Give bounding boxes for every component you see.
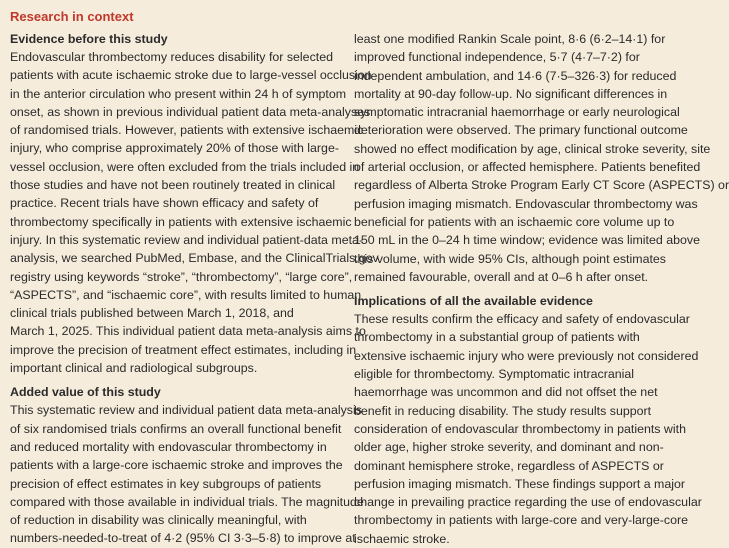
added-value-continued-body xyxy=(354,30,729,286)
text-line: ischaemic stroke. xyxy=(354,531,450,546)
text-line: of arterial occlusion, or affected hemisphere. Patients benefited xyxy=(354,160,701,175)
text-line: eligible for thrombectomy. Symptomatic intracranial xyxy=(354,367,635,382)
text-line: improved functional independence, 5·7 (4·7–7·2) for xyxy=(354,50,640,65)
text-line: numbers-needed-to-treat of 4·2 (95% CI 3·3–5·8) to improve at xyxy=(10,531,356,546)
text-line: patients with a large-core ischaemic stroke and improves the xyxy=(10,458,343,473)
left-column xyxy=(10,30,379,548)
text-line: thrombectomy in a substantial group of patients with xyxy=(354,330,640,345)
text-line: independent ambulation, and 14·6 (7·5–326·3) for reduced xyxy=(354,68,677,83)
text-line: These results confirm the efficacy and safety of endovascular xyxy=(354,312,690,327)
text-line: This systematic review and individual patient data meta-analysis xyxy=(10,403,362,418)
text-line: “ASPECTS”, and “ischaemic core”, with results limited to human xyxy=(10,287,362,302)
text-line: deterioration were observed. The primary functional outcome xyxy=(354,123,688,138)
text-line: those studies and have not been routinely treated in clinical xyxy=(10,178,336,193)
added-value-study-body xyxy=(10,401,364,547)
evidence-before-study-body xyxy=(10,48,379,377)
text-line: change in prevailing practice regarding the use of endovascular xyxy=(354,495,702,510)
right-column xyxy=(354,30,729,548)
text-line: regardless of Alberta Stroke Program Early CT Score (ASPECTS) or xyxy=(354,178,729,193)
text-line: Endovascular thrombectomy reduces disability for selected xyxy=(10,50,333,64)
text-line: symptomatic intracranial haemorrhage or early neurological xyxy=(354,105,680,120)
columns xyxy=(6,30,729,548)
text-line: and reduced mortality with endovascular thrombectomy in xyxy=(10,439,327,454)
text-line: precision of effect estimates in key subgroups of patients xyxy=(10,476,322,491)
text-line: least one modified Rankin Scale point, 8·6 (6·2–14·1) for xyxy=(354,32,666,46)
text-line: older age, higher stroke severity, and dominant and non- xyxy=(354,440,664,455)
text-line: of randomised trials. However, patients with extensive ischaemic xyxy=(10,123,364,138)
text-line: thrombectomy in patients with large-core and very-large-core xyxy=(354,513,689,528)
text-line: compared with those available in individual trials. The magnitude xyxy=(10,494,364,509)
added-value-study-heading: Added value of this study xyxy=(10,385,161,400)
panel-title: Research in context xyxy=(10,9,134,24)
text-line: in the anterior circulation who present within 24 h of symptom xyxy=(10,86,347,101)
text-line: analysis, we searched PubMed, Embase, and the ClinicalTrials.gov xyxy=(10,251,379,266)
text-line: haemorrhage was uncommon and did not offset the net xyxy=(354,385,658,400)
text-line: extensive ischaemic injury who were previously not considered xyxy=(354,348,699,363)
text-line: onset, as shown in previous individual patient data meta-analyses xyxy=(10,104,371,119)
text-line: registry using keywords “stroke”, “thrombectomy”, “large core”, xyxy=(10,269,353,284)
text-line: benefit in reducing disability. The study results support xyxy=(354,403,652,418)
text-line: beneficial for patients with an ischaemic core volume up to xyxy=(354,214,675,229)
text-line: patients with acute ischaemic stroke due to large-vessel occlusion xyxy=(10,68,372,83)
text-line: injury. In this systematic review and individual patient-data meta- xyxy=(10,232,364,247)
text-line: thrombectomy specifically in patients with extensive ischaemic xyxy=(10,214,352,229)
text-line: dominant hemisphere stroke, regardless of ASPECTS or xyxy=(354,458,664,473)
text-line: improve the precision of treatment effect estimates, including in xyxy=(10,342,357,357)
text-line: vessel occlusion, were often excluded from the trials included in xyxy=(10,159,360,174)
text-line: March 1, 2025. This individual patient data meta-analysis aims to xyxy=(10,324,366,339)
text-line: important clinical and radiological subgroups. xyxy=(10,361,258,376)
text-line: of reduction in disability was clinically meaningful, with xyxy=(10,513,307,528)
implications-evidence-heading: Implications of all the available evidence xyxy=(354,294,593,309)
text-line: 150 mL in the 0–24 h time window; evidence was limited above xyxy=(354,233,700,248)
text-line: showed no effect modification by age, clinical stroke severity, site xyxy=(354,141,711,156)
text-line: mortality at 90-day follow-up. No significant differences in xyxy=(354,86,668,101)
text-line: injury, who comprise approximately 20% of those with large- xyxy=(10,141,339,156)
evidence-before-study-heading: Evidence before this study xyxy=(10,32,168,46)
text-line: of six randomised trials confirms an overall functional benefit xyxy=(10,421,342,436)
text-line: perfusion imaging mismatch. Endovascular thrombectomy was xyxy=(354,196,698,211)
text-line: practice. Recent trials have shown efficacy and safety of xyxy=(10,196,319,211)
text-line: remained favourable, overall and at 0–6 h after onset. xyxy=(354,269,649,284)
text-line: consideration of endovascular thrombectomy in patients with xyxy=(354,421,686,436)
implications-evidence-body xyxy=(354,310,702,548)
text-line: perfusion imaging mismatch. These findings support a major xyxy=(354,476,686,491)
text-line: clinical trials published between March 1, 2018, and xyxy=(10,306,294,321)
text-line: this volume, with wide 95% CIs, although point estimates xyxy=(354,251,666,266)
